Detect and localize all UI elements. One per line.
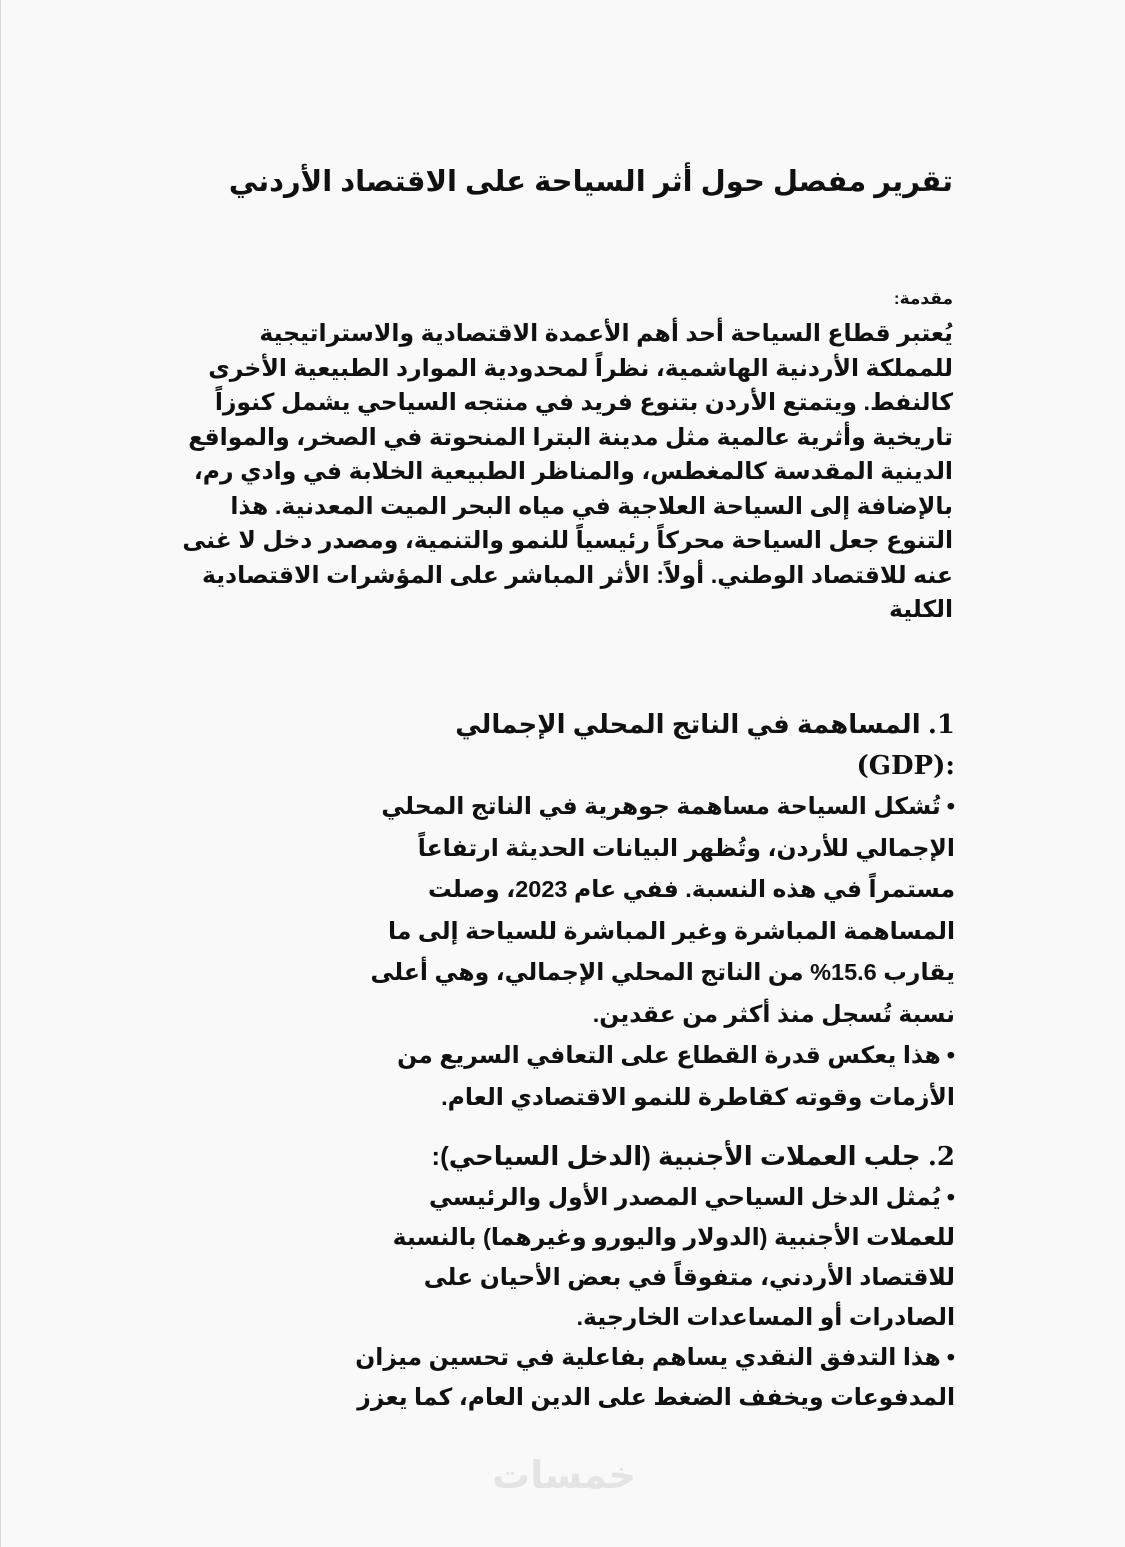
section-number: 1.	[927, 710, 955, 740]
intro-paragraph: يُعتبر قطاع السياحة أحد أهم الأعمدة الاقتصادية والاستراتيجية للمملكة الأردنية الهاشمية، نظراً لمحدودية الموارد الطبيعية الأخرى كالنفط. ويتمتع الأردن بتنوع فريد في منتجه السياحي يشمل كنوزاً تاريخية وأثرية عالمية مثل مدينة البترا المنحوتة في الصخر، والمواقع الدينية المقدسة كالمغطس، والمناظر الطبيعية الخلابة في وادي رم، بالإضافة إلى السياحة العلاجية في مياه البحر الميت المعدنية. هذا التنوع جعل السياحة محركاً رئيسياً للنمو والتنمية، ومصدر دخل لا غنى عنه للاقتصاد الوطني. أولاً: الأثر المباشر على المؤشرات الاقتصادية الكلية	[182, 320, 953, 622]
bullet-text: تُشكل السياحة مساهمة جوهرية في الناتج المحلي الإجمالي للأردن، وتُظهر البيانات الحديثة ارتفاعاً مستمراً في هذه النسبة. ففي عام 2023، وصلت المساهمة المباشرة وغير المباشرة للسياحة إلى ما يقارب 15.6% من الناتج المحلي الإجمالي، وهي أعلى نسبة تُسجل منذ أكثر من عقدين.	[370, 793, 955, 1027]
bullet-icon: •	[946, 1184, 955, 1210]
section-heading	[355, 1136, 955, 1177]
section-heading	[355, 704, 955, 786]
list-item	[355, 1177, 955, 1337]
section-heading-latin: (GDP):	[856, 751, 955, 781]
watermark-logo: خمسات	[492, 1455, 636, 1497]
bullet-list	[355, 1177, 955, 1417]
intro-label: مقدمة:	[893, 289, 953, 308]
bullet-icon: •	[946, 1344, 955, 1370]
bullet-text: هذا التدفق النقدي يساهم بفاعلية في تحسين ميزان المدفوعات ويخفف الضغط على الدين العام، كما يعزز	[355, 1344, 955, 1410]
list-item	[355, 1035, 955, 1118]
document-title: تقرير مفصل حول أثر السياحة على الاقتصاد الأردني	[228, 166, 953, 198]
section-gdp	[355, 704, 955, 1118]
list-item	[355, 786, 955, 1035]
section-heading-text: المساهمة في الناتج المحلي الإجمالي	[455, 709, 921, 739]
list-item	[355, 1337, 955, 1417]
section-foreign-currency	[355, 1136, 955, 1417]
bullet-text: هذا يعكس قدرة القطاع على التعافي السريع من الأزمات وقوته كقاطرة للنمو الاقتصادي العام.	[397, 1042, 955, 1110]
section-number: 2.	[927, 1142, 955, 1172]
bullet-icon: •	[946, 1042, 955, 1068]
section-heading-text: جلب العملات الأجنبية (الدخل السياحي):	[431, 1141, 921, 1171]
bullet-text: يُمثل الدخل السياحي المصدر الأول والرئيسي للعملات الأجنبية (الدولار واليورو وغيرهما) بالنسبة للاقتصاد الأردني، متفوقاً في بعض الأحيان على الصادرات أو المساعدات الخارجية.	[392, 1184, 955, 1330]
bullet-icon: •	[946, 793, 955, 819]
bullet-list	[355, 786, 955, 1118]
